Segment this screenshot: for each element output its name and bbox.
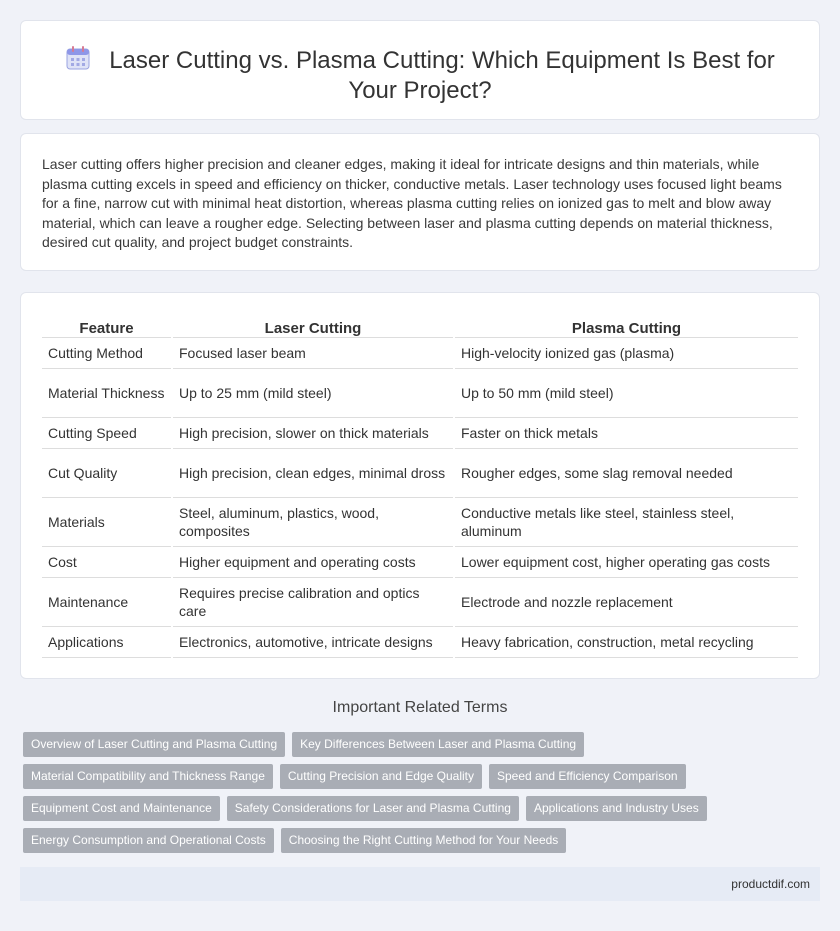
table-row: [42, 337, 798, 368]
table-cell-laser: Steel, aluminum, plastics, wood, composites: [172, 497, 454, 546]
table-row: [42, 368, 798, 417]
table-cell-plasma: Conductive metals like steel, stainless steel, aluminum: [454, 497, 798, 546]
table-cell-plasma: Heavy fabrication, construction, metal recycling: [454, 626, 798, 657]
header-laser: Laser Cutting: [172, 317, 454, 337]
page-title-wrap: [21, 45, 819, 106]
comparison-table: [42, 317, 798, 658]
table-row: [42, 497, 798, 546]
tag-row: [23, 764, 823, 789]
related-term-tag[interactable]: Speed and Efficiency Comparison: [489, 764, 686, 789]
header-plasma: Plasma Cutting: [454, 317, 798, 337]
table-row: [42, 546, 798, 577]
table-cell-feature: Cutting Method: [42, 337, 172, 368]
tag-row: [23, 732, 823, 757]
table-row: [42, 417, 798, 448]
table-cell-feature: Maintenance: [42, 577, 172, 626]
related-term-tag[interactable]: Applications and Industry Uses: [526, 796, 707, 821]
table-cell-feature: Materials: [42, 497, 172, 546]
page-title: Laser Cutting vs. Plasma Cutting: Which Equipment Is Best for Your Project?: [109, 47, 775, 104]
table-cell-laser: High precision, slower on thick materials: [172, 417, 454, 448]
table-cell-plasma: Faster on thick metals: [454, 417, 798, 448]
table-cell-laser: Higher equipment and operating costs: [172, 546, 454, 577]
calendar-icon: [65, 45, 91, 71]
related-terms-title: Important Related Terms: [332, 699, 508, 716]
related-term-tag[interactable]: Equipment Cost and Maintenance: [23, 796, 220, 821]
related-terms-list: [23, 732, 823, 860]
related-term-tag[interactable]: Key Differences Between Laser and Plasma Cutting: [292, 732, 584, 757]
table-cell-feature: Applications: [42, 626, 172, 657]
header-feature: Feature: [42, 317, 172, 337]
table-cell-laser: Electronics, automotive, intricate designs: [172, 626, 454, 657]
table-row: [42, 626, 798, 657]
table-cell-plasma: Rougher edges, some slag removal needed: [454, 448, 798, 497]
comparison-table-card: [20, 292, 820, 679]
related-term-tag[interactable]: Material Compatibility and Thickness Range: [23, 764, 273, 789]
footer-site-name[interactable]: productdif.com: [731, 877, 810, 891]
intro-card: [20, 133, 820, 271]
table-header-row: [42, 317, 798, 337]
related-term-tag[interactable]: Overview of Laser Cutting and Plasma Cutting: [23, 732, 285, 757]
table-cell-laser: Requires precise calibration and optics care: [172, 577, 454, 626]
intro-paragraph: Laser cutting offers higher precision and cleaner edges, making it ideal for intricate designs and thin materials, while plasma cutting excels in speed and efficiency on thicker, conductive metals. Laser technology uses focused light beams for a fine, narrow cut with minimal heat distortion, whereas plasma cutting relies on ionized gas to melt and blow away material, which can leave a rougher edge. Selecting between laser and plasma cutting depends on material thickness, desired cut quality, and project budget constraints.: [42, 156, 782, 250]
tag-row: [23, 828, 823, 853]
table-cell-plasma: High-velocity ionized gas (plasma): [454, 337, 798, 368]
table-cell-feature: Cutting Speed: [42, 417, 172, 448]
table-row: [42, 577, 798, 626]
title-card: [20, 20, 820, 120]
related-term-tag[interactable]: Cutting Precision and Edge Quality: [280, 764, 482, 789]
table-cell-plasma: Electrode and nozzle replacement: [454, 577, 798, 626]
table-cell-feature: Material Thickness: [42, 368, 172, 417]
table-cell-laser: Focused laser beam: [172, 337, 454, 368]
table-cell-plasma: Lower equipment cost, higher operating gas costs: [454, 546, 798, 577]
related-term-tag[interactable]: Energy Consumption and Operational Costs: [23, 828, 274, 853]
table-cell-plasma: Up to 50 mm (mild steel): [454, 368, 798, 417]
footer: [20, 867, 820, 901]
table-row: [42, 448, 798, 497]
table-cell-laser: High precision, clean edges, minimal dross: [172, 448, 454, 497]
related-term-tag[interactable]: Safety Considerations for Laser and Plasma Cutting: [227, 796, 519, 821]
related-term-tag[interactable]: Choosing the Right Cutting Method for Your Needs: [281, 828, 567, 853]
table-cell-laser: Up to 25 mm (mild steel): [172, 368, 454, 417]
table-cell-feature: Cut Quality: [42, 448, 172, 497]
tag-row: [23, 796, 823, 821]
table-cell-feature: Cost: [42, 546, 172, 577]
